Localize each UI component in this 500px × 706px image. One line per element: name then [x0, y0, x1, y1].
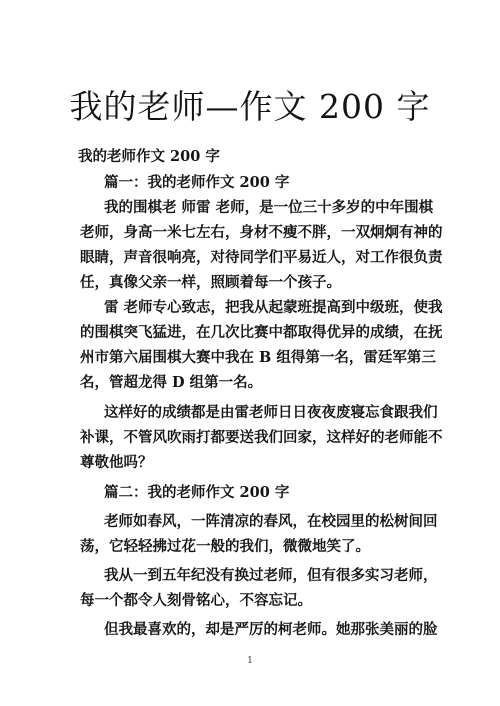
- document-title: 我的老师—作文 200 字: [69, 87, 431, 126]
- paragraph-line: 眼睛，声音很响亮，对待同学们平易近人，对工作很负责: [80, 249, 443, 266]
- paragraph-line: 荡，它轻轻拂过花一般的我们，微微地笑了。: [80, 538, 370, 555]
- paragraph-line: 我从一到五年纪没有换过老师，但有很多实习老师，: [104, 567, 438, 584]
- paragraph-line: 州市第六届围棋大赛中我在 B 组得第一名，雷廷军第三: [80, 349, 436, 366]
- paragraph-line: 但我最喜欢的，却是严厉的柯老师。她那张美丽的脸: [104, 621, 438, 638]
- paragraph-line: 我的围棋老 师雷 老师，是一位三十多岁的中年围棋: [104, 199, 434, 216]
- page-number: 1: [247, 656, 253, 666]
- paragraph-line: 补课，不管风吹雨打都要送我们回家，这样好的老师能不: [80, 429, 443, 446]
- paragraph-line: 的围棋突飞猛进，在几次比赛中都取得优异的成绩，在抚: [80, 324, 443, 341]
- paragraph-line: 雷 老师专心致志，把我从起蒙班提高到中级班，使我: [104, 299, 443, 316]
- section-heading: 篇二：我的老师作文 200 字: [104, 484, 290, 501]
- paragraph-line: 这样好的成绩都是由雷老师日日夜夜废寝忘食跟我们: [104, 404, 438, 421]
- paragraph-line: 老师如春风，一阵清凉的春风，在校园里的松树间回: [104, 513, 438, 530]
- section-heading: 篇一：我的老师作文 200 字: [104, 174, 290, 191]
- document-subtitle: 我的老师作文 200 字: [78, 148, 220, 165]
- paragraph-line: 老师，身高一米七左右，身材不瘦不胖，一双炯炯有神的: [80, 224, 443, 241]
- paragraph-line: 名，管超龙得 D 组第一名。: [80, 374, 263, 391]
- paragraph-line: 任，真像父亲一样，照顾着每一个孩子。: [80, 274, 341, 291]
- paragraph-line: 每一个都令人刻骨铭心，不容忘记。: [80, 592, 312, 609]
- paragraph-line: 尊敬他吗？: [80, 454, 153, 471]
